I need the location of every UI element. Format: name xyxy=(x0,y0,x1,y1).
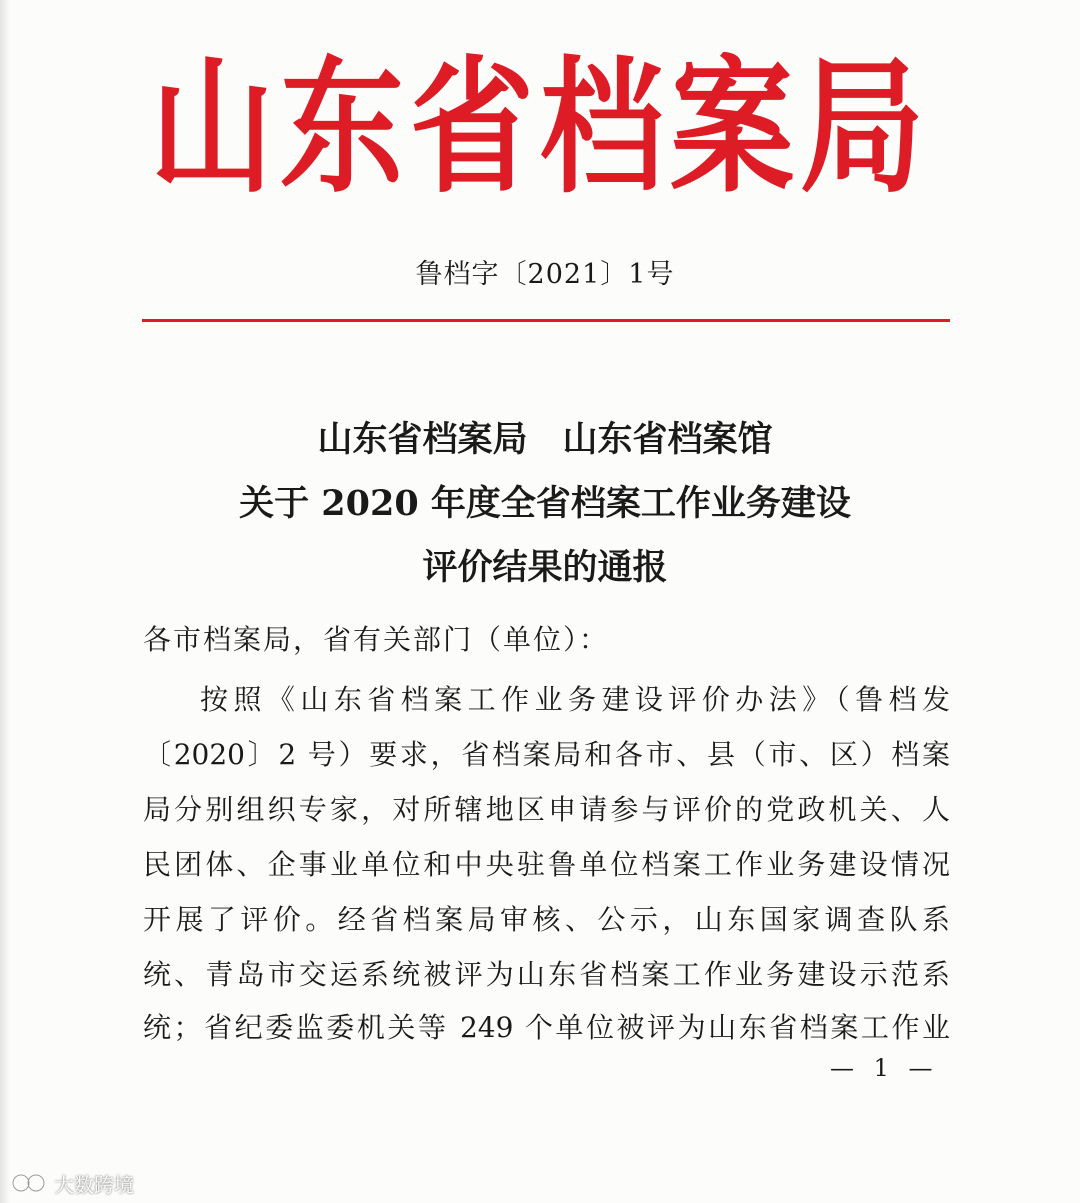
watermark-text: 大数跨境 xyxy=(54,1172,134,1197)
body-line: 局分别组织专家，对所辖地区申请参与评价的党政机关、人 xyxy=(143,793,950,826)
red-header-agency-name: 山东省档案局 xyxy=(149,43,930,214)
title-line-3: 评价结果的通报 xyxy=(422,547,668,588)
title-line-1: 山东省档案局 山东省档案馆 xyxy=(317,419,773,460)
body-line: 民团体、企事业单位和中央驻鲁单位档案工作业务建设情况 xyxy=(143,848,950,881)
page-number: — 1 — xyxy=(830,1054,939,1082)
title-line-2: 关于 2020 年度全省档案工作业务建设 xyxy=(239,483,851,524)
document-number: 鲁档字〔2021〕1号 xyxy=(415,259,675,290)
watermark-logo-icon xyxy=(10,1170,48,1196)
red-divider-line xyxy=(142,319,950,322)
body-line: 统；省纪委监委机关等 249 个单位被评为山东省档案工作业 xyxy=(143,1011,950,1044)
body-line: 〔2020〕2 号）要求，省档案局和各市、县（市、区）档案 xyxy=(143,738,950,771)
body-line: 开展了评价。经省档案局审核、公示，山东国家调查队系 xyxy=(143,903,950,936)
watermark xyxy=(10,1168,134,1198)
body-line: 统、青岛市交运系统被评为山东省档案工作业务建设示范系 xyxy=(143,958,950,991)
body-line: 按照《山东省档案工作业务建设评价办法》（鲁档发 xyxy=(200,683,950,716)
salutation: 各市档案局，省有关部门（单位）： xyxy=(143,623,610,656)
